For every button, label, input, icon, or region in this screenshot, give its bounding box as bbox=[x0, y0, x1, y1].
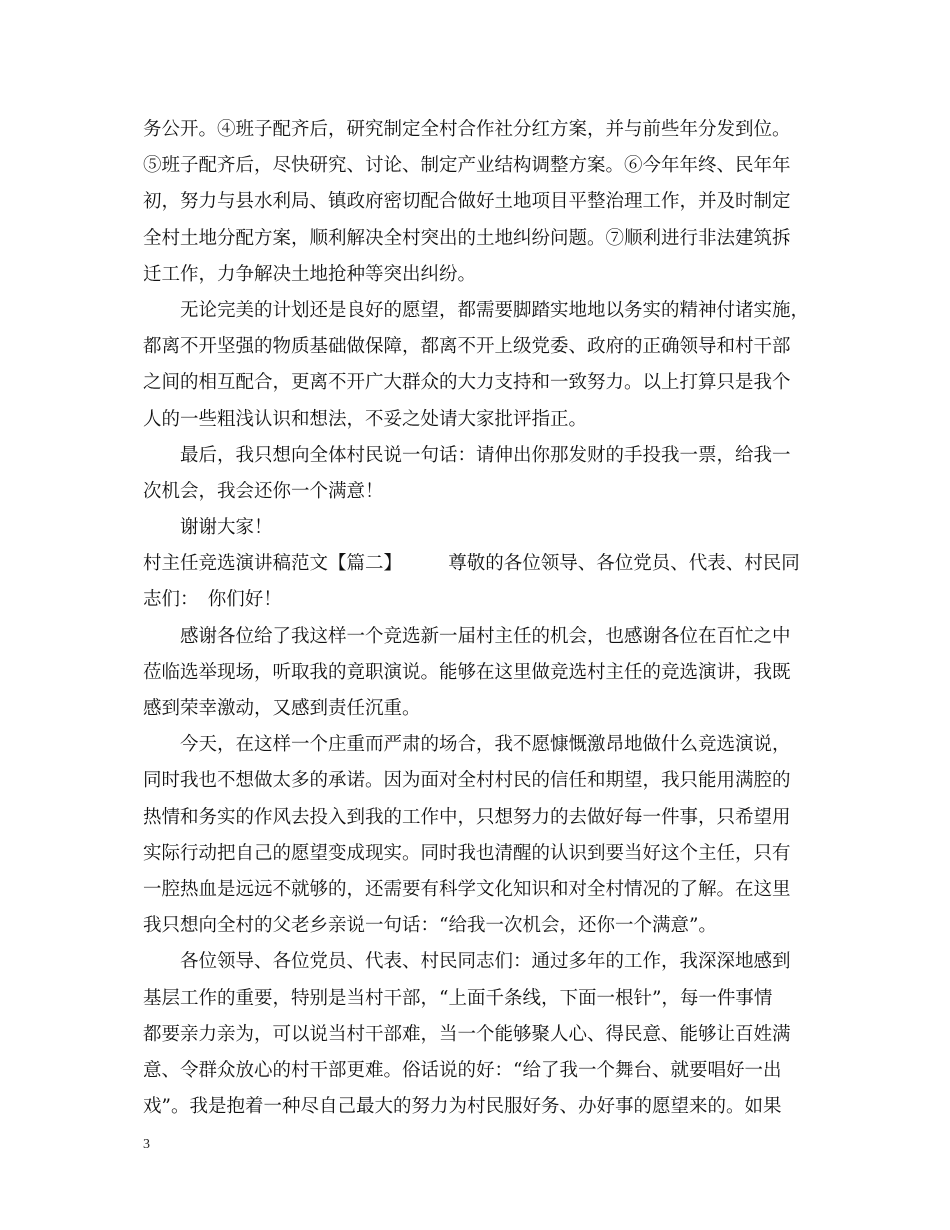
text-line: 热情和务实的作风去投入到我的工作中，只想努力的去做好每一件事，只希望用 bbox=[143, 806, 791, 828]
text-line: 无论完美的计划还是良好的愿望，都需要脚踏实地地以务实的精神付诸实施， bbox=[180, 299, 810, 321]
text-line: 莅临选举现场，听取我的竟职演说。能够在这里做竞选村主任的竞选演讲，我既 bbox=[143, 661, 791, 683]
text-line: 初，努力与县水利局、镇政府密切配合做好土地项目平整治理工作，并及时制定 bbox=[143, 191, 791, 213]
document-body bbox=[143, 112, 823, 1125]
text-line: 迁工作，力争解决土地抢种等突出纠纷。 bbox=[143, 263, 477, 285]
text-line: 之间的相互配合，更离不开广大群众的大力支持和一致努力。以上打算只是我个 bbox=[143, 372, 791, 394]
text-line: 同时我也不想做太多的承诺。因为面对全村村民的信任和期望，我只能用满腔的 bbox=[143, 770, 791, 792]
text-line: 实际行动把自己的愿望变成现实。同时我也清醒的认识到要当好这个主任，只有 bbox=[143, 842, 791, 864]
text-line: 今天，在这样一个庄重而严肃的场合，我不愿慷慨激昂地做什么竞选演说， bbox=[180, 734, 791, 756]
text-line: 全村土地分配方案，顺利解决全村突出的土地纠纷问题。⑦顺利进行非法建筑拆 bbox=[143, 227, 791, 249]
text-line: 基层工作的重要，特别是当村干部，“上面千条线，下面一根针”，每一件事情 bbox=[143, 987, 773, 1009]
text-line: 感谢各位给了我这样一个竞选新一届村主任的机会，也感谢各位在百忙之中 bbox=[180, 625, 791, 647]
text-line: 都离不开坚强的物质基础做保障，都离不开上级党委、政府的正确领导和村干部 bbox=[143, 336, 791, 358]
text-line: 志们： 你们好！ bbox=[143, 589, 282, 611]
page-number: 3 bbox=[143, 1137, 150, 1152]
text-line: 意、令群众放心的村干部更难。俗话说的好：“给了我一个舞台、就要唱好一出 bbox=[143, 1059, 782, 1081]
text-line: 务公开。④班子配齐后，研究制定全村合作社分红方案，并与前些年分发到位。 bbox=[143, 119, 791, 140]
text-line: ⑤班子配齐后，尽快研究、讨论、制定产业结构调整方案。⑥今年年终、民年年 bbox=[143, 155, 791, 177]
text-line: 我只想向全村的父老乡亲说一句话：“给我一次机会，还你一个满意”。 bbox=[143, 915, 717, 937]
text-line: 各位领导、各位党员、代表、村民同志们：通过多年的工作，我深深地感到 bbox=[180, 951, 791, 973]
text-line: 戏”。我是抱着一种尽自己最大的努力为村民服好务、办好事的愿望来的。如果 bbox=[143, 1096, 782, 1118]
text-line: 一腔热血是远远不就够的，还需要有科学文化知识和对全村情况的了解。在这里 bbox=[143, 878, 791, 900]
text-line: 谢谢大家！ bbox=[180, 517, 273, 539]
text-line: 次机会，我会还你一个满意！ bbox=[143, 480, 384, 502]
text-line: 村主任竞选演讲稿范文【篇二】 尊敬的各位领导、各位党员、代表、村民同 bbox=[143, 553, 800, 575]
text-line: 都要亲力亲为，可以说当村干部难，当一个能够聚人心、得民意、能够让百姓满 bbox=[143, 1023, 791, 1045]
text-line: 感到荣幸激动，又感到责任沉重。 bbox=[143, 698, 421, 719]
text-line: 人的一些粗浅认识和想法，不妥之处请大家批评指正。 bbox=[143, 408, 588, 430]
text-line: 最后，我只想向全体村民说一句话：请伸出你那发财的手投我一票，给我一 bbox=[180, 444, 791, 466]
